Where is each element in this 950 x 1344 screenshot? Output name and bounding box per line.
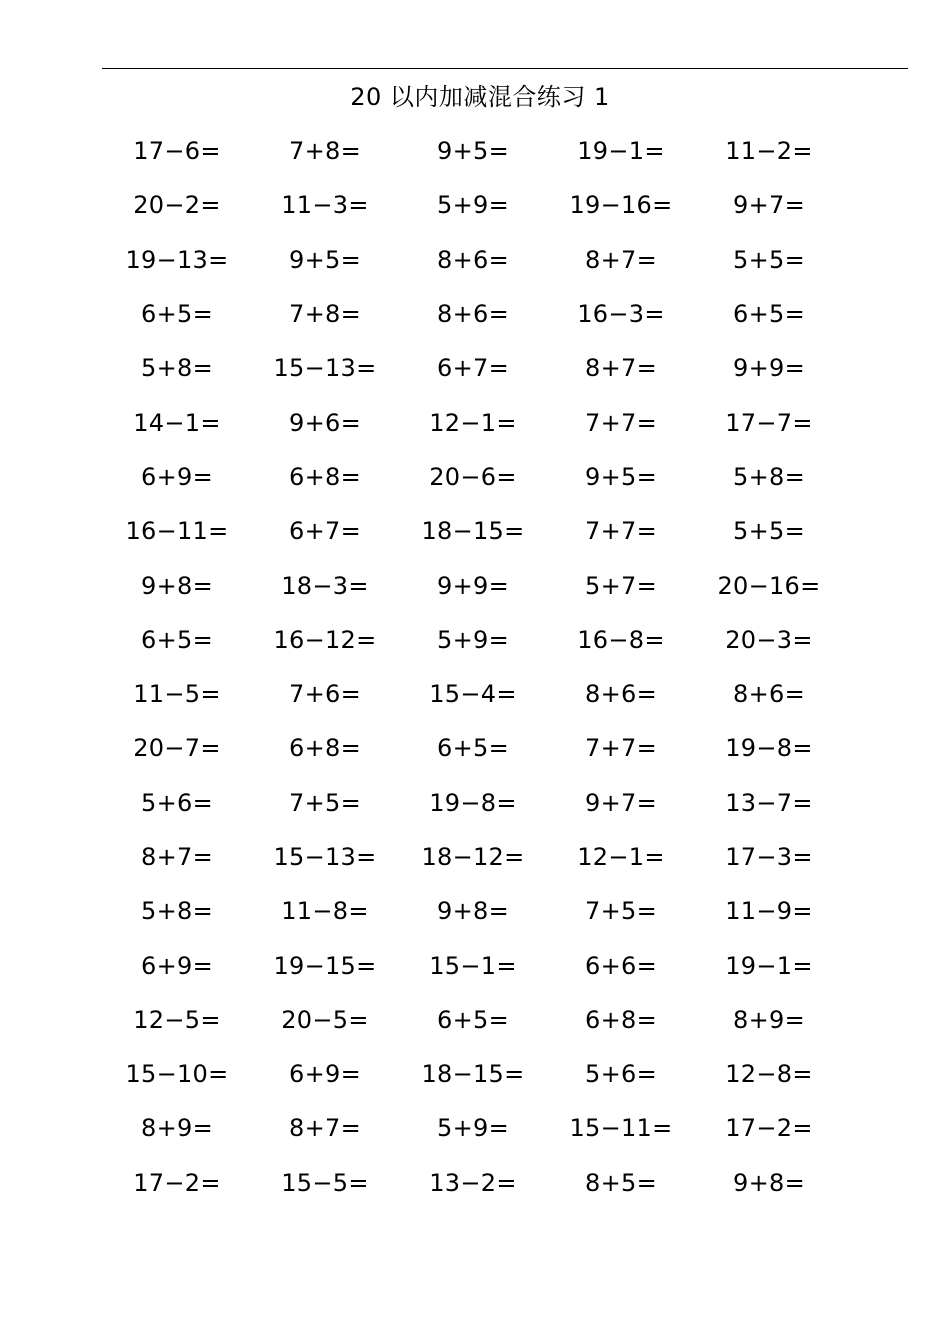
problem-item: 20−2= [133,191,221,220]
problem-item: 8+7= [585,245,657,274]
problem-item: 6+6= [585,951,657,980]
problem-item: 5+5= [733,245,805,274]
problem-item: 8+7= [141,843,213,871]
problem-item: 5+6= [141,788,213,817]
problem-item: 18−3= [281,571,369,600]
problem-item: 12−1= [577,843,665,871]
problem-item: 8+9= [733,1005,805,1034]
problem-item: 5+9= [437,625,509,654]
problem-item: 15−1= [429,951,517,980]
problem-item: 19−1= [725,951,813,980]
problem-item: 6+9= [289,1060,361,1089]
problem-item: 9+8= [733,1168,805,1197]
problem-item: 20−5= [281,1005,369,1034]
problem-item: 5+5= [733,517,805,546]
problem-item: 19−8= [725,734,813,763]
problem-item: 20−3= [725,625,813,654]
problem-grid [103,124,843,1210]
problem-item: 12−8= [725,1060,813,1089]
problem-item: 8+6= [733,680,805,709]
problem-item: 5+9= [437,191,509,220]
problem-item: 8+6= [585,680,657,709]
problem-item: 6+5= [437,1005,509,1034]
problem-item: 15−11= [569,1114,673,1143]
problem-item: 8+7= [585,354,657,383]
problem-item: 9+7= [733,191,805,220]
problem-item: 9+8= [437,897,509,926]
problem-item: 20−6= [429,462,517,491]
problem-item: 5+8= [733,462,805,491]
problem-item: 8+5= [585,1168,657,1197]
problem-item: 16−11= [125,517,229,546]
problem-item: 5+8= [141,354,213,383]
problem-item: 9+5= [437,137,509,166]
problem-item: 9+8= [141,571,213,600]
problem-item: 6+5= [141,300,213,329]
problem-item: 6+5= [141,625,213,654]
problem-item: 7+8= [289,137,361,166]
header-rule [102,68,908,69]
problem-item: 7+5= [585,897,657,926]
problem-item: 6+5= [733,300,805,329]
problem-item: 6+9= [141,462,213,491]
problem-item: 9+7= [585,788,657,817]
problem-item: 6+8= [289,734,361,763]
problem-item: 15−10= [125,1060,229,1089]
problem-item: 12−5= [133,1005,221,1034]
problem-item: 9+9= [733,354,805,383]
problem-item: 7+7= [585,734,657,763]
problem-item: 11−9= [725,897,813,926]
problem-item: 16−12= [273,625,377,654]
problem-item: 17−2= [725,1114,813,1143]
problem-item: 5+7= [585,571,657,600]
problem-item: 8+9= [141,1114,213,1143]
problem-item: 5+8= [141,897,213,926]
problem-item: 16−8= [577,625,665,654]
problem-item: 16−3= [577,300,665,329]
problem-item: 7+7= [585,517,657,546]
problem-item: 13−2= [429,1168,517,1197]
problem-item: 20−7= [133,734,221,763]
problem-item: 6+7= [437,354,509,383]
problem-item: 20−16= [717,571,821,600]
problem-item: 15−13= [273,354,377,383]
problem-item: 9+5= [585,462,657,491]
problem-item: 15−5= [281,1168,369,1197]
problem-item: 19−16= [569,191,673,220]
problem-item: 6+9= [141,951,213,980]
problem-item: 6+8= [585,1005,657,1034]
problem-item: 6+8= [289,462,361,491]
problem-item: 18−12= [421,843,525,871]
problem-item: 11−3= [281,191,369,220]
problem-item: 6+5= [437,734,509,763]
problem-item: 9+5= [289,245,361,274]
problem-item: 15−4= [429,680,517,709]
problem-item: 7+6= [289,680,361,709]
problem-item: 7+7= [585,408,657,437]
problem-item: 14−1= [133,408,221,437]
problem-item: 19−1= [577,137,665,166]
problem-item: 15−13= [273,843,377,871]
problem-item: 9+6= [289,408,361,437]
problem-item: 9+9= [437,571,509,600]
problem-item: 11−8= [281,897,369,926]
problem-item: 19−15= [273,951,377,980]
problem-item: 7+5= [289,788,361,817]
problem-item: 18−15= [421,1060,525,1089]
problem-item: 19−13= [125,245,229,274]
problem-item: 8+7= [289,1114,361,1143]
problem-item: 19−8= [429,788,517,817]
page-title: 20 以内加减混合练习 1 [350,83,610,111]
problem-item: 12−1= [429,408,517,437]
problem-item: 6+7= [289,517,361,546]
problem-item: 11−2= [725,137,813,166]
problem-item: 17−7= [725,408,813,437]
problem-item: 8+6= [437,245,509,274]
problem-item: 17−6= [133,137,221,166]
problem-item: 11−5= [133,680,221,709]
problem-item: 5+6= [585,1060,657,1089]
problem-item: 13−7= [725,788,813,817]
problem-item: 5+9= [437,1114,509,1143]
problem-item: 18−15= [421,517,525,546]
problem-item: 7+8= [289,300,361,329]
problem-item: 17−2= [133,1168,221,1197]
problem-item: 17−3= [725,843,813,871]
problem-item: 8+6= [437,300,509,329]
